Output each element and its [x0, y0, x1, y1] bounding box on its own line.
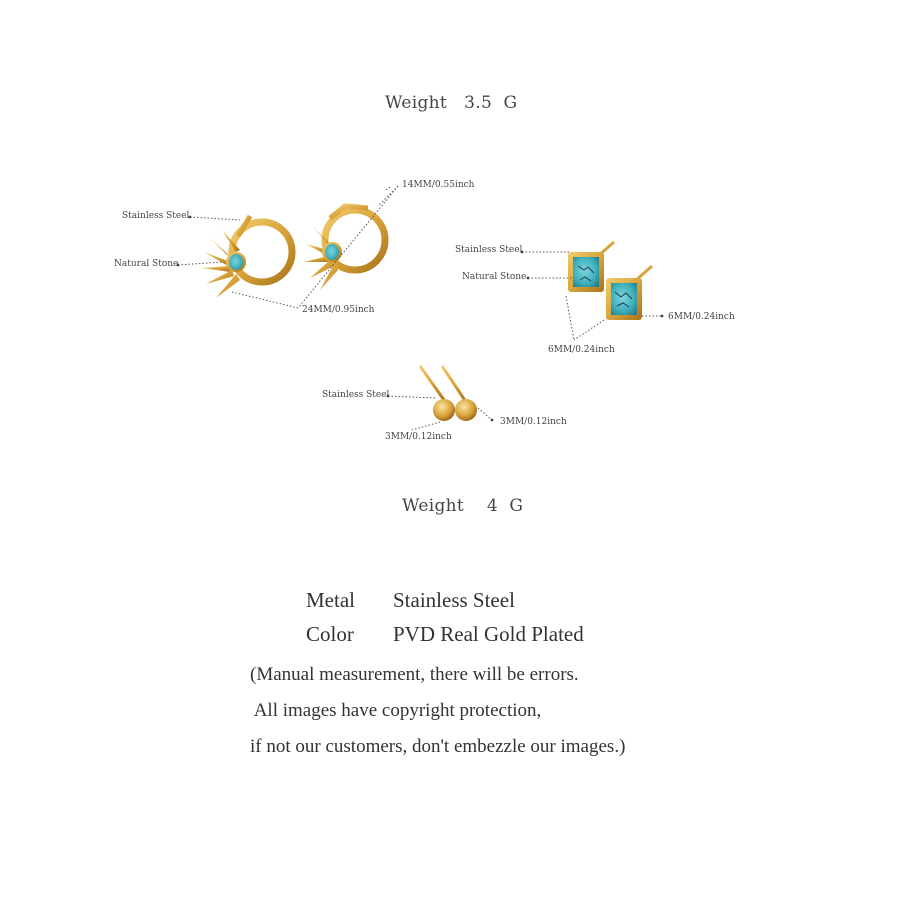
- hoop-label-steel: Stainless Steel: [122, 211, 190, 221]
- square-label-steel: Stainless Steel: [455, 245, 523, 255]
- ball-stud-earring-left: [420, 366, 455, 421]
- hoop-earring-left: [202, 216, 292, 298]
- note-line-2: All images have copyright protection,: [250, 700, 542, 721]
- spec-metal-value: Stainless Steel: [393, 588, 515, 612]
- spec-metal-key: Metal: [306, 588, 355, 612]
- square-dim-right: 6MM/0.24inch: [668, 312, 735, 322]
- square-stud-earring-right: [606, 266, 652, 320]
- weight-top: Weight 3.5 G: [385, 93, 518, 113]
- spec-color-value: PVD Real Gold Plated: [393, 622, 584, 646]
- hoop-dim-top: 14MM/0.55inch: [402, 180, 475, 190]
- ball-label-steel: Stainless Steel: [322, 390, 390, 400]
- square-label-stone: Natural Stone: [462, 272, 527, 282]
- spec-color-key: Color: [306, 622, 354, 646]
- hoop-earring-right: [304, 206, 385, 290]
- leader-dots: [177, 216, 664, 422]
- hoop-label-stone: Natural Stone: [114, 259, 179, 269]
- hoop-dim-bottom: 24MM/0.95inch: [302, 305, 375, 315]
- weight-bottom: Weight 4 G: [402, 496, 524, 516]
- ball-dim-right: 3MM/0.12inch: [500, 417, 567, 427]
- note-line-3: if not our customers, don't embezzle our images.): [250, 736, 626, 757]
- ball-dim-left: 3MM/0.12inch: [385, 432, 452, 442]
- square-dim-bottom: 6MM/0.24inch: [548, 345, 615, 355]
- note-line-1: (Manual measurement, there will be errors.: [250, 664, 579, 685]
